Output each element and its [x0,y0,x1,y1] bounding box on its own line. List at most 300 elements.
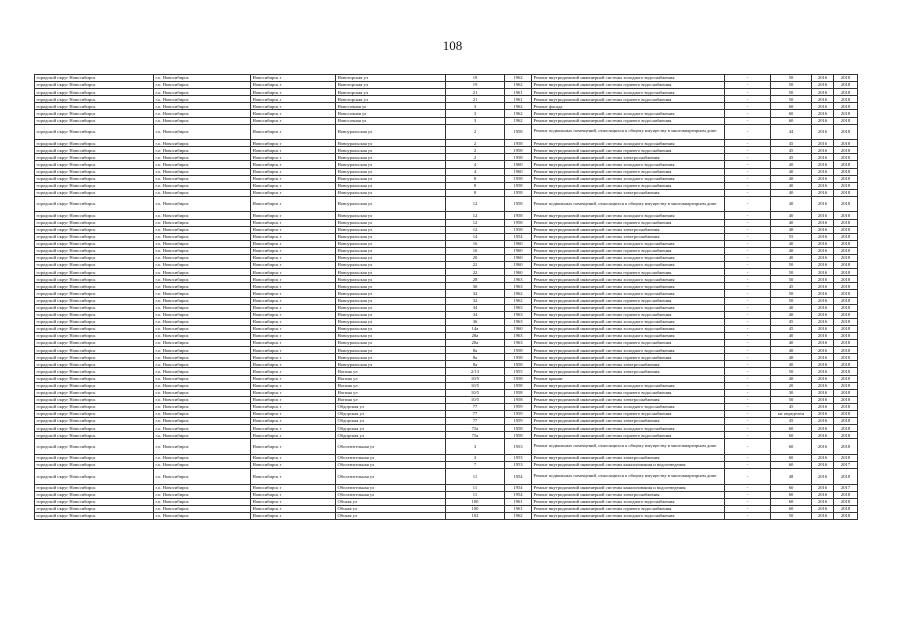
cell-dash: - [725,96,771,103]
cell-dash: - [725,361,771,368]
table-row [35,512,858,519]
cell-year-built: 1963 [505,276,532,283]
cell-municipality: городской округ Новосибирск [35,189,154,196]
cell-locality: Новосибирск г [251,283,336,290]
cell-locality: Новосибирск г [251,340,336,347]
cell-settlement: г.о. Новосибирск [154,124,251,140]
cell-settlement: г.о. Новосибирск [154,161,251,168]
table-row [35,425,858,432]
cell-year-end: 2018 [834,389,858,396]
cell-work-type: Ремонт внутридомовой инженерной системы электроснабжения [532,368,725,375]
cell-year-built: 1963 [505,333,532,340]
repair-schedule-sheet [34,74,857,520]
cell-dash: - [725,297,771,304]
cell-street: Новоуральская ул [336,304,446,311]
cell-house-number: 8а [446,354,505,361]
cell-locality: Новосибирск г [251,311,336,318]
cell-work-type: Ремонт внутридомовой инженерной системы канализования и водоотведения [532,462,725,469]
cell-value: 50 [771,269,812,276]
cell-value: 48 [771,469,812,485]
cell-municipality: городской округ Новосибирск [35,505,154,512]
cell-dash: - [725,103,771,110]
cell-municipality: городской округ Новосибирск [35,403,154,410]
cell-year-start: 2016 [812,147,834,154]
cell-work-type: Ремонт внутридомовой инженерной системы электроснабжения [532,454,725,461]
cell-year-end: 2018 [834,491,858,498]
cell-year-built: 1954 [505,484,532,491]
cell-value: 50 [771,89,812,96]
cell-locality: Новосибирск г [251,462,336,469]
cell-year-start: 2016 [812,462,834,469]
cell-house-number: 28 [446,276,505,283]
cell-street: Ногина ул [336,389,446,396]
cell-street: Новоуральская ул [336,325,446,332]
cell-work-type: Ремонт внутридомовой инженерной системы холодного водоснабжения [532,403,725,410]
cell-work-type: Ремонт внутридомовой инженерной системы холодного водоснабжения [532,318,725,325]
table-row [35,89,858,96]
cell-municipality: городской округ Новосибирск [35,462,154,469]
cell-year-end: 2018 [834,382,858,389]
cell-year-end: 2018 [834,283,858,290]
cell-street: Новоуральская ул [336,247,446,254]
table-row [35,254,858,261]
cell-value: 50 [771,75,812,82]
cell-house-number: 34 [446,311,505,318]
table-row [35,469,858,485]
cell-settlement: г.о. Новосибирск [154,140,251,147]
cell-house-number: 4 [446,161,505,168]
table-row [35,396,858,403]
table-row [35,304,858,311]
cell-house-number: 19 [446,82,505,89]
table-row [35,168,858,175]
table-row [35,311,858,318]
cell-year-end: 2018 [834,168,858,175]
cell-street: Новоторская ул [336,75,446,82]
cell-value: 45 [771,140,812,147]
cell-value: 45 [771,154,812,161]
cell-house-number: 32 [446,290,505,297]
cell-year-start: 2016 [812,454,834,461]
cell-year-start: 2016 [812,290,834,297]
cell-street: Новоуральская ул [336,182,446,189]
cell-year-start: 2016 [812,389,834,396]
cell-year-end: 2018 [834,212,858,219]
cell-work-type: Ремонт внутридомовой инженерной системы холодного водоснабжения [532,382,725,389]
cell-street: Обдорская ул [336,411,446,418]
cell-house-number: 12 [446,219,505,226]
cell-year-end: 2018 [834,182,858,189]
cell-value: 45 [771,325,812,332]
table-row [35,505,858,512]
cell-year-built: 1958 [505,347,532,354]
cell-locality: Новосибирск г [251,182,336,189]
cell-year-end: 2018 [834,262,858,269]
cell-street: Новоуральская ул [336,168,446,175]
cell-locality: Новосибирск г [251,161,336,168]
cell-settlement: г.о. Новосибирск [154,290,251,297]
cell-municipality: городской округ Новосибирск [35,240,154,247]
cell-year-end: 2018 [834,333,858,340]
cell-street: Новоуральская ул [336,269,446,276]
cell-work-type: Ремонт внутридомовой инженерной системы холодного водоснабжения [532,325,725,332]
cell-year-built: 1963 [505,340,532,347]
cell-house-number: 34 [446,304,505,311]
cell-year-built: 1955 [505,368,532,375]
cell-year-end: 2018 [834,254,858,261]
cell-work-type: Ремонт внутридомовой инженерной системы холодного водоснабжения [532,140,725,147]
cell-house-number: 2 [446,147,505,154]
cell-year-start: 2016 [812,247,834,254]
cell-year-end: 2018 [834,226,858,233]
table-row [35,333,858,340]
cell-year-end: 2018 [834,110,858,117]
cell-locality: Новосибирск г [251,240,336,247]
cell-municipality: городской округ Новосибирск [35,283,154,290]
cell-year-start: 2016 [812,382,834,389]
cell-municipality: городской округ Новосибирск [35,498,154,505]
cell-dash: - [725,154,771,161]
cell-year-start: 2016 [812,182,834,189]
cell-street: Новосочная ул [336,103,446,110]
cell-municipality: городской округ Новосибирск [35,262,154,269]
cell-year-end: 2018 [834,117,858,124]
cell-house-number: 77 [446,418,505,425]
cell-year-end: 2018 [834,425,858,432]
cell-year-end: 2018 [834,75,858,82]
cell-house-number: 20 [446,254,505,261]
cell-house-number: 2/13 [446,368,505,375]
cell-house-number: 8 [446,182,505,189]
cell-municipality: городской округ Новосибирск [35,418,154,425]
cell-street: Новоуральская ул [336,240,446,247]
cell-value: 50 [771,290,812,297]
cell-year-built: 1958 [505,182,532,189]
table-row [35,269,858,276]
cell-work-type: Ремонт внутридомовой инженерной системы холодного водоснабжения [532,161,725,168]
cell-street: Ногина ул [336,368,446,375]
cell-year-end: 2018 [834,340,858,347]
cell-dash: - [725,411,771,418]
cell-settlement: г.о. Новосибирск [154,89,251,96]
cell-municipality: городской округ Новосибирск [35,269,154,276]
cell-work-type: Ремонт внутридомовой инженерной системы холодного водоснабжения [532,498,725,505]
cell-house-number: 10/5 [446,382,505,389]
cell-settlement: г.о. Новосибирск [154,491,251,498]
cell-year-end: 2018 [834,297,858,304]
cell-house-number: 8а [446,347,505,354]
cell-locality: Новосибирск г [251,219,336,226]
cell-year-built: 1958 [505,154,532,161]
cell-settlement: г.о. Новосибирск [154,75,251,82]
cell-work-type: Ремонт внутридомовой инженерной системы горячего водоснабжения [532,247,725,254]
table-row [35,354,858,361]
cell-year-end: 2018 [834,276,858,283]
cell-locality: Новосибирск г [251,368,336,375]
cell-municipality: городской округ Новосибирск [35,375,154,382]
cell-year-start: 2016 [812,233,834,240]
cell-work-type: Ремонт внутридомовой инженерной системы горячего водоснабжения [532,411,725,418]
cell-dash: - [725,454,771,461]
cell-street: Обдорская ул [336,403,446,410]
cell-house-number: 12 [446,196,505,212]
cell-year-end: 2018 [834,512,858,519]
cell-value: 50 [771,96,812,103]
cell-work-type: Ремонт внутридомовой инженерной системы электроснабжения [532,154,725,161]
cell-municipality: городской округ Новосибирск [35,212,154,219]
cell-year-end: 2018 [834,219,858,226]
cell-street: Новоуральская ул [336,175,446,182]
cell-value: 50 [771,368,812,375]
cell-house-number: 22 [446,262,505,269]
cell-locality: Новосибирск г [251,168,336,175]
cell-value: 40 [771,182,812,189]
cell-value: не определен [771,411,812,418]
cell-year-built: 1958 [505,396,532,403]
cell-year-start: 2016 [812,269,834,276]
cell-year-end: 2018 [834,124,858,140]
cell-settlement: г.о. Новосибирск [154,189,251,196]
cell-year-end: 2018 [834,103,858,110]
cell-municipality: городской округ Новосибирск [35,469,154,485]
cell-year-built: 1963 [505,318,532,325]
cell-dash: - [725,226,771,233]
cell-locality: Новосибирск г [251,325,336,332]
cell-settlement: г.о. Новосибирск [154,325,251,332]
cell-year-end: 2017 [834,484,858,491]
table-row [35,340,858,347]
cell-municipality: городской округ Новосибирск [35,140,154,147]
cell-locality: Новосибирск г [251,103,336,110]
cell-house-number: 2 [446,124,505,140]
cell-locality: Новосибирск г [251,439,336,455]
cell-work-type: Ремонт внутридомовой инженерной системы горячего водоснабжения [532,147,725,154]
cell-work-type: Ремонт внутридомовой инженерной системы холодного водоснабжения [532,240,725,247]
cell-settlement: г.о. Новосибирск [154,283,251,290]
table-row [35,276,858,283]
cell-house-number: 11 [446,491,505,498]
cell-municipality: городской округ Новосибирск [35,117,154,124]
cell-municipality: городской округ Новосибирск [35,389,154,396]
cell-municipality: городской округ Новосибирск [35,154,154,161]
cell-locality: Новосибирск г [251,75,336,82]
cell-street: Ногина ул [336,375,446,382]
cell-year-built: 1962 [505,110,532,117]
cell-municipality: городской округ Новосибирск [35,175,154,182]
cell-year-end: 2017 [834,462,858,469]
cell-value: 40 [771,196,812,212]
cell-dash: - [725,189,771,196]
cell-year-start: 2016 [812,254,834,261]
cell-work-type: Ремонт внутридомовой инженерной системы горячего водоснабжения [532,269,725,276]
cell-work-type: Ремонт внутридомовой инженерной системы холодного водоснабжения [532,276,725,283]
cell-municipality: городской округ Новосибирск [35,233,154,240]
cell-dash: - [725,290,771,297]
cell-dash: - [725,469,771,485]
cell-value: 55 [771,233,812,240]
cell-year-start: 2016 [812,154,834,161]
cell-settlement: г.о. Новосибирск [154,498,251,505]
cell-locality: Новосибирск г [251,454,336,461]
cell-municipality: городской округ Новосибирск [35,333,154,340]
cell-house-number: 100 [446,505,505,512]
cell-value: 40 [771,226,812,233]
cell-settlement: г.о. Новосибирск [154,154,251,161]
cell-value: 60 [771,498,812,505]
cell-locality: Новосибирск г [251,333,336,340]
cell-value: 40 [771,333,812,340]
cell-house-number: 7 [446,462,505,469]
cell-municipality: городской округ Новосибирск [35,110,154,117]
cell-street: Новоуральская ул [336,140,446,147]
cell-dash: - [725,175,771,182]
cell-year-end: 2018 [834,89,858,96]
cell-work-type: Ремонт внутридомовой инженерной системы холодного водоснабжения [532,89,725,96]
cell-house-number: 21 [446,89,505,96]
cell-year-start: 2016 [812,117,834,124]
cell-municipality: городской округ Новосибирск [35,382,154,389]
table-row [35,290,858,297]
cell-year-end: 2018 [834,325,858,332]
cell-municipality: городской округ Новосибирск [35,196,154,212]
cell-value: 50 [771,82,812,89]
cell-year-built: 1954 [505,469,532,485]
cell-house-number: 3 [446,439,505,455]
cell-year-built: 1961 [505,505,532,512]
cell-year-start: 2016 [812,75,834,82]
cell-house-number: 77 [446,403,505,410]
cell-value: 60 [771,484,812,491]
cell-locality: Новосибирск г [251,432,336,439]
cell-street: Обская ул [336,505,446,512]
cell-year-built: 1958 [505,425,532,432]
cell-settlement: г.о. Новосибирск [154,382,251,389]
cell-work-type: Ремонт внутридомовой инженерной системы электроснабжения [532,189,725,196]
cell-street: Новоуральская ул [336,290,446,297]
cell-dash: - [725,117,771,124]
cell-year-built: 1953 [505,439,532,455]
cell-locality: Новосибирск г [251,498,336,505]
cell-house-number: 3 [446,103,505,110]
cell-settlement: г.о. Новосибирск [154,411,251,418]
cell-street: Новоторская ул [336,89,446,96]
cell-year-end: 2018 [834,439,858,455]
cell-municipality: городской округ Новосибирск [35,75,154,82]
cell-settlement: г.о. Новосибирск [154,505,251,512]
cell-dash: - [725,124,771,140]
table-row [35,462,858,469]
cell-locality: Новосибирск г [251,140,336,147]
cell-municipality: городской округ Новосибирск [35,512,154,519]
cell-work-type: Ремонт внутридомовой инженерной системы холодного водоснабжения [532,262,725,269]
cell-year-end: 2018 [834,368,858,375]
cell-house-number: 28а [446,340,505,347]
table-row [35,382,858,389]
cell-settlement: г.о. Новосибирск [154,175,251,182]
cell-work-type: Ремонт внутридомовой инженерной системы холодного водоснабжения [532,425,725,432]
table-row [35,439,858,455]
table-row [35,375,858,382]
cell-work-type: Ремонт внутридомовой инженерной системы электроснабжения [532,418,725,425]
cell-street: Обогатительная ул [336,439,446,455]
cell-work-type: Ремонт внутридомовой инженерной системы горячего водоснабжения [532,389,725,396]
table-row [35,262,858,269]
cell-house-number: 10/5 [446,396,505,403]
cell-year-start: 2016 [812,226,834,233]
cell-value: 40 [771,161,812,168]
cell-year-end: 2018 [834,290,858,297]
table-row [35,189,858,196]
cell-settlement: г.о. Новосибирск [154,418,251,425]
cell-street: Новоуральская ул [336,333,446,340]
cell-locality: Новосибирск г [251,347,336,354]
cell-house-number: 11 [446,484,505,491]
cell-street: Обогатительная ул [336,469,446,485]
cell-value: 40 [771,219,812,226]
cell-year-end: 2018 [834,347,858,354]
cell-locality: Новосибирск г [251,269,336,276]
table-row [35,403,858,410]
cell-work-type: Ремонт внутридомовой инженерной системы холодного водоснабжения [532,110,725,117]
table-row [35,175,858,182]
cell-work-type: Ремонт внутридомовой инженерной системы электроснабжения [532,396,725,403]
cell-year-end: 2018 [834,196,858,212]
cell-value: 20 [771,382,812,389]
cell-work-type: Ремонт внутридомовой инженерной системы горячего водоснабжения [532,432,725,439]
cell-year-built: 1958 [505,382,532,389]
cell-municipality: городской округ Новосибирск [35,304,154,311]
cell-year-end: 2018 [834,361,858,368]
table-row [35,389,858,396]
cell-settlement: г.о. Новосибирск [154,439,251,455]
table-row [35,117,858,124]
cell-street: Новосочная ул [336,117,446,124]
cell-value: 50 [771,297,812,304]
table-row [35,82,858,89]
cell-dash: - [725,212,771,219]
cell-street: Новоуральская ул [336,147,446,154]
cell-year-end: 2018 [834,375,858,382]
cell-year-start: 2016 [812,168,834,175]
table-row [35,182,858,189]
cell-year-start: 2016 [812,175,834,182]
cell-year-start: 2016 [812,297,834,304]
cell-year-built: 1960 [505,168,532,175]
cell-locality: Новосибирск г [251,354,336,361]
cell-year-start: 2016 [812,140,834,147]
cell-locality: Новосибирск г [251,469,336,485]
table-row [35,154,858,161]
table-row [35,454,858,461]
cell-house-number: 14 [446,233,505,240]
cell-year-end: 2018 [834,454,858,461]
cell-locality: Новосибирск г [251,389,336,396]
cell-dash: - [725,432,771,439]
cell-settlement: г.о. Новосибирск [154,354,251,361]
cell-house-number: 36 [446,318,505,325]
cell-year-built: 1958 [505,226,532,233]
table-row [35,297,858,304]
cell-settlement: г.о. Новосибирск [154,368,251,375]
cell-work-type: Ремонт внутридомовой инженерной системы горячего водоснабжения [532,311,725,318]
cell-dash: - [725,512,771,519]
cell-dash: - [725,82,771,89]
cell-settlement: г.о. Новосибирск [154,512,251,519]
cell-dash: - [725,439,771,455]
cell-settlement: г.о. Новосибирск [154,103,251,110]
cell-street: Обдорская ул [336,425,446,432]
cell-locality: Новосибирск г [251,233,336,240]
